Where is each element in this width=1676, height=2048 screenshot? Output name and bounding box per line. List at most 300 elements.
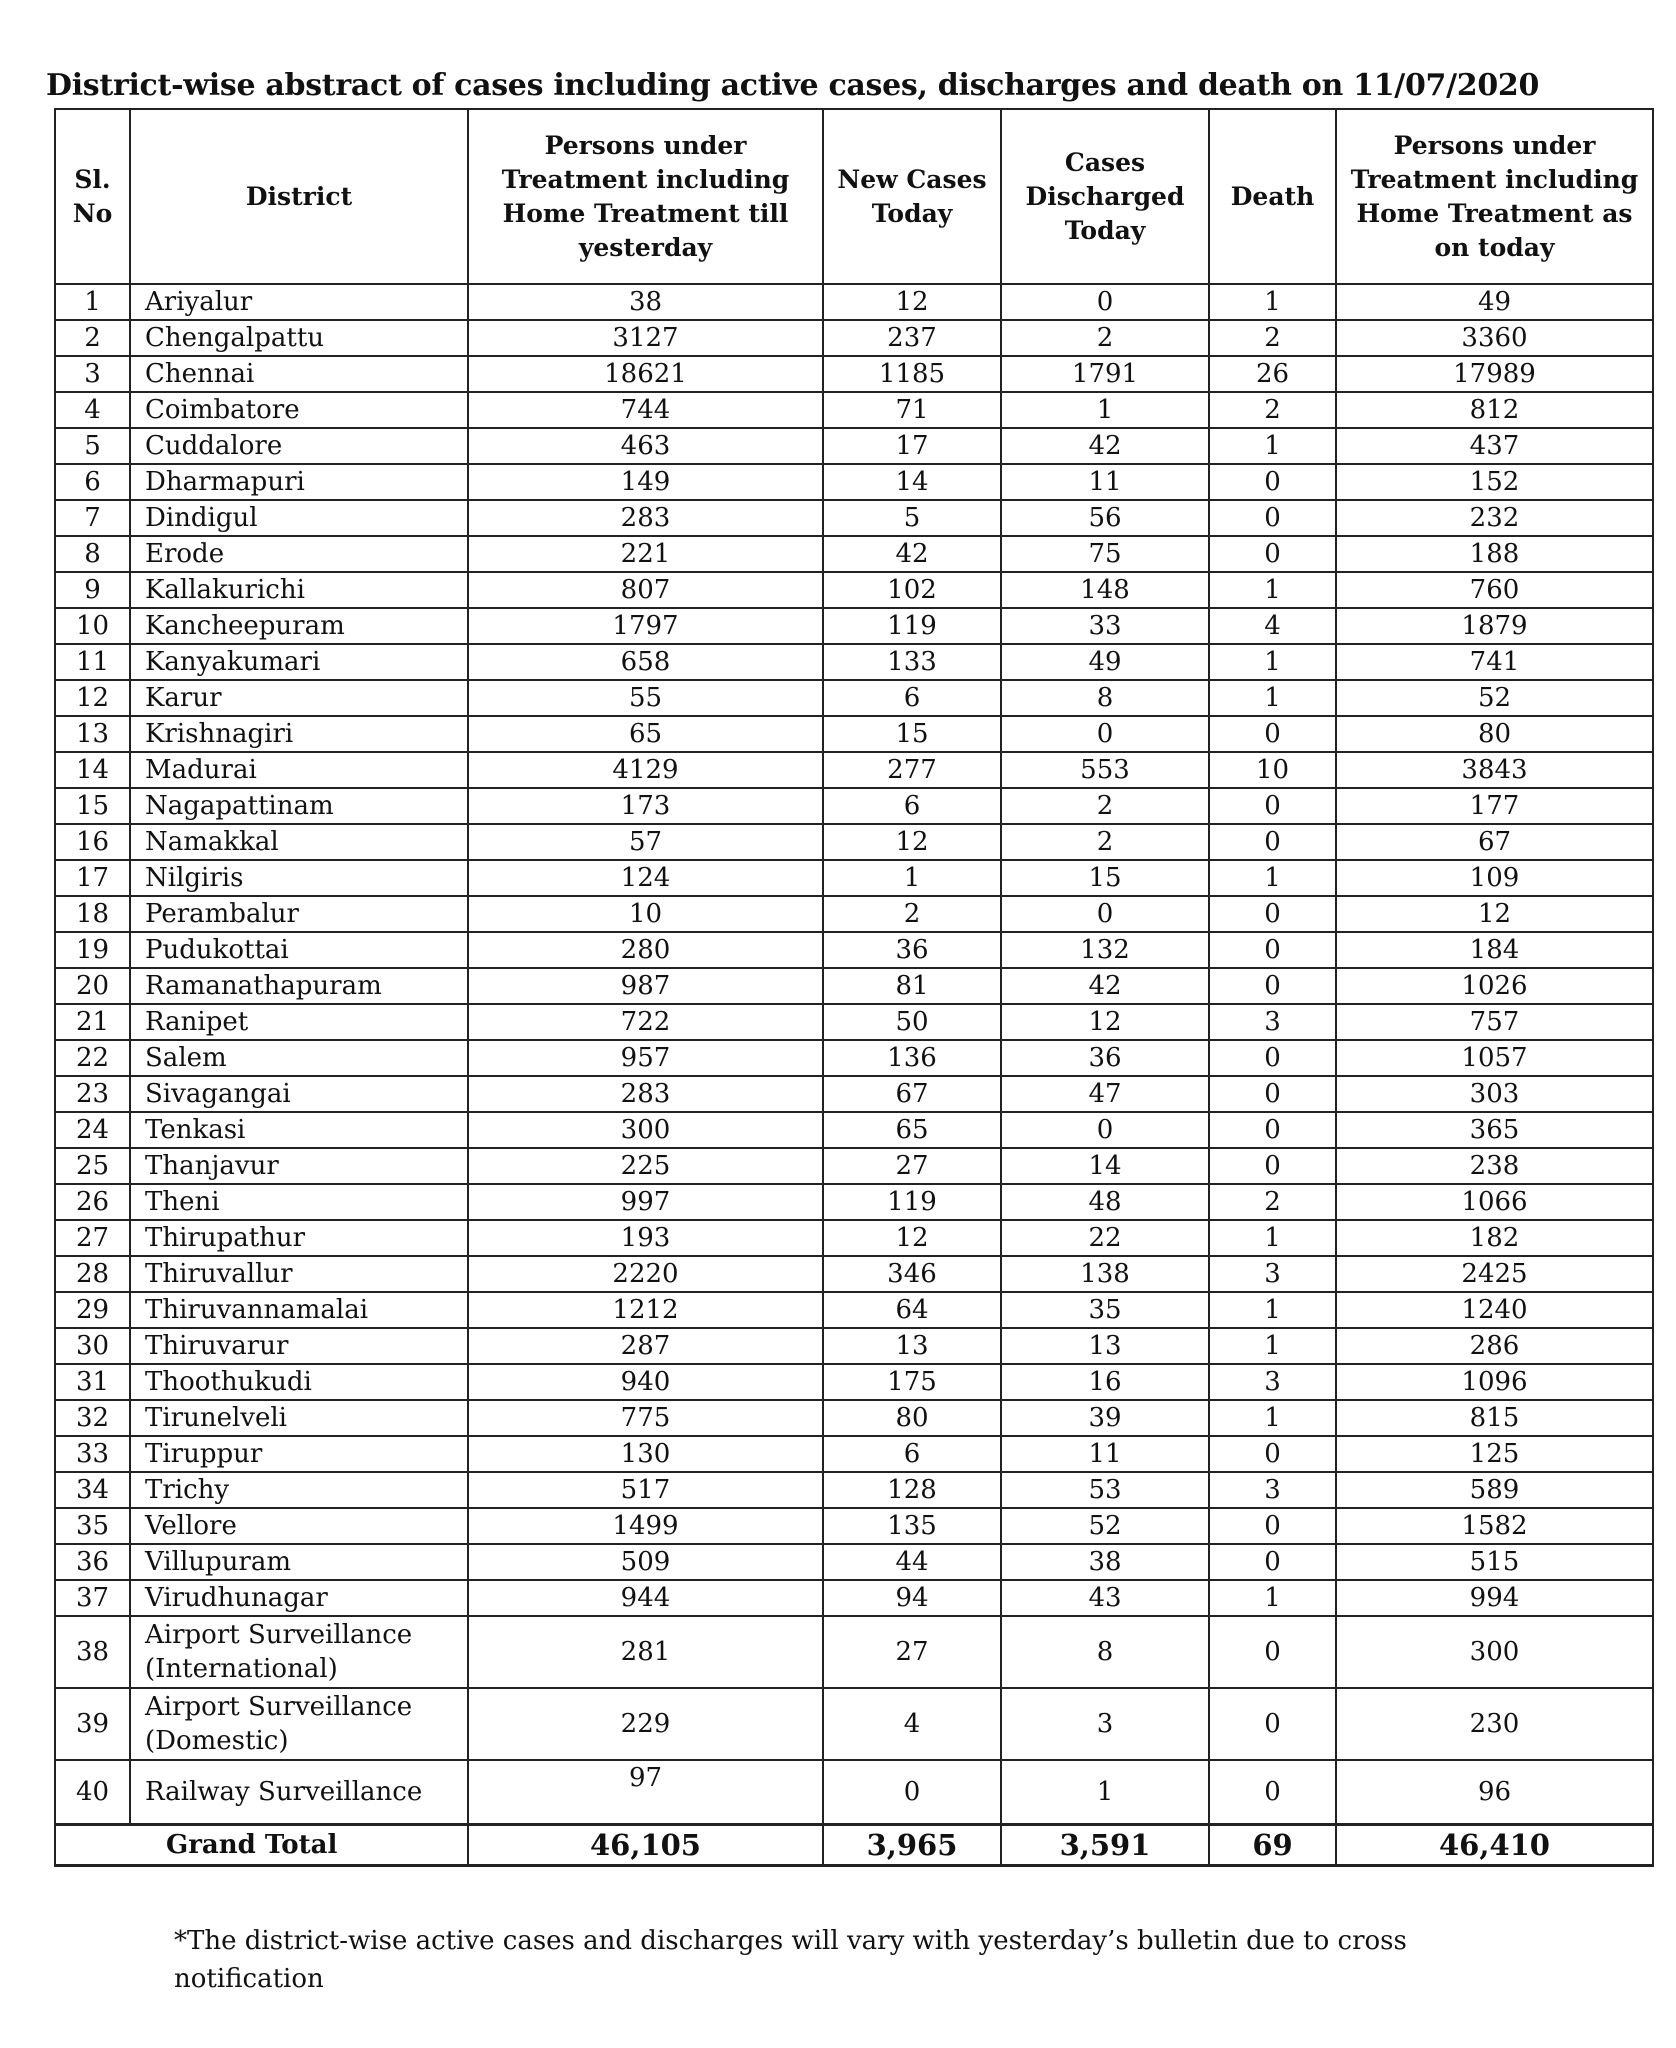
cell-discharged: 0 [1001, 284, 1209, 320]
table-row [55, 356, 1653, 392]
cell-discharged: 12 [1001, 1004, 1209, 1040]
cell-sl-no: 2 [55, 320, 130, 356]
cell-treatment-yesterday: 1212 [468, 1292, 823, 1328]
cell-death: 10 [1209, 752, 1336, 788]
table-row [55, 716, 1653, 752]
cell-death: 0 [1209, 500, 1336, 536]
cell-sl-no: 20 [55, 968, 130, 1004]
cell-new-cases: 2 [823, 896, 1001, 932]
cell-new-cases: 133 [823, 644, 1001, 680]
cell-treatment-yesterday: 987 [468, 968, 823, 1004]
cell-discharged: 1 [1001, 392, 1209, 428]
cell-treatment-today: 303 [1336, 1076, 1653, 1112]
cell-treatment-yesterday: 287 [468, 1328, 823, 1364]
cell-new-cases: 6 [823, 680, 1001, 716]
cell-district: Tirunelveli [130, 1400, 468, 1436]
cell-death: 4 [1209, 608, 1336, 644]
cell-death: 0 [1209, 824, 1336, 860]
cell-new-cases: 12 [823, 824, 1001, 860]
cell-discharged: 1791 [1001, 356, 1209, 392]
cell-sl-no: 11 [55, 644, 130, 680]
cell-new-cases: 5 [823, 500, 1001, 536]
table-row [55, 1148, 1653, 1184]
cell-death: 0 [1209, 1544, 1336, 1580]
cell-sl-no: 23 [55, 1076, 130, 1112]
cell-sl-no: 14 [55, 752, 130, 788]
cell-treatment-today: 812 [1336, 392, 1653, 428]
cell-treatment-today: 1057 [1336, 1040, 1653, 1076]
table-row [55, 1616, 1653, 1688]
cell-discharged: 16 [1001, 1364, 1209, 1400]
table-row [55, 1364, 1653, 1400]
cell-discharged: 33 [1001, 608, 1209, 644]
table-row [55, 1544, 1653, 1580]
cell-new-cases: 27 [823, 1616, 1001, 1688]
cell-treatment-today: 1240 [1336, 1292, 1653, 1328]
cell-discharged: 2 [1001, 788, 1209, 824]
cell-discharged: 8 [1001, 680, 1209, 716]
cell-death: 0 [1209, 932, 1336, 968]
table-row [55, 896, 1653, 932]
cell-district: Theni [130, 1184, 468, 1220]
table-row [55, 608, 1653, 644]
header-new-cases: New Cases Today [823, 109, 1001, 284]
cell-treatment-today: 184 [1336, 932, 1653, 968]
table-row [55, 1580, 1653, 1616]
cell-district: Erode [130, 536, 468, 572]
cell-district: Namakkal [130, 824, 468, 860]
cell-sl-no: 22 [55, 1040, 130, 1076]
table-row [55, 1400, 1653, 1436]
cell-discharged: 22 [1001, 1220, 1209, 1256]
table-row [55, 1688, 1653, 1760]
cell-discharged: 48 [1001, 1184, 1209, 1220]
cell-treatment-yesterday: 517 [468, 1472, 823, 1508]
cell-new-cases: 0 [823, 1760, 1001, 1825]
cell-new-cases: 13 [823, 1328, 1001, 1364]
header-row [55, 109, 1653, 284]
cell-new-cases: 67 [823, 1076, 1001, 1112]
cell-death: 2 [1209, 320, 1336, 356]
cell-death: 1 [1209, 428, 1336, 464]
cell-discharged: 42 [1001, 428, 1209, 464]
cell-district: Ranipet [130, 1004, 468, 1040]
table-row [55, 1292, 1653, 1328]
cell-district: Sivagangai [130, 1076, 468, 1112]
cell-treatment-today: 232 [1336, 500, 1653, 536]
cell-sl-no: 27 [55, 1220, 130, 1256]
cell-district: Chennai [130, 356, 468, 392]
cell-discharged: 132 [1001, 932, 1209, 968]
cell-treatment-yesterday: 65 [468, 716, 823, 752]
cell-treatment-yesterday: 807 [468, 572, 823, 608]
table-row [55, 1184, 1653, 1220]
cell-discharged: 36 [1001, 1040, 1209, 1076]
cell-new-cases: 12 [823, 1220, 1001, 1256]
cell-district: Tenkasi [130, 1112, 468, 1148]
cell-discharged: 38 [1001, 1544, 1209, 1580]
cell-district: Trichy [130, 1472, 468, 1508]
cell-treatment-yesterday: 3127 [468, 320, 823, 356]
cell-treatment-today: 815 [1336, 1400, 1653, 1436]
cell-death: 0 [1209, 1760, 1336, 1825]
table-row [55, 680, 1653, 716]
cell-treatment-yesterday: 509 [468, 1544, 823, 1580]
total-new-cases: 3,965 [823, 1825, 1001, 1866]
cell-new-cases: 4 [823, 1688, 1001, 1760]
table-row [55, 788, 1653, 824]
cell-new-cases: 15 [823, 716, 1001, 752]
cell-discharged: 138 [1001, 1256, 1209, 1292]
district-cases-table [54, 108, 1654, 1867]
table-row [55, 428, 1653, 464]
cell-new-cases: 119 [823, 1184, 1001, 1220]
cell-death: 1 [1209, 860, 1336, 896]
cell-new-cases: 94 [823, 1580, 1001, 1616]
cell-district: Thiruvannamalai [130, 1292, 468, 1328]
table-row [55, 1076, 1653, 1112]
cell-treatment-yesterday: 57 [468, 824, 823, 860]
cell-treatment-today: 515 [1336, 1544, 1653, 1580]
table-row [55, 320, 1653, 356]
cell-treatment-today: 365 [1336, 1112, 1653, 1148]
total-treatment-today: 46,410 [1336, 1825, 1653, 1866]
cell-death: 1 [1209, 572, 1336, 608]
page-title: District-wise abstract of cases including active cases, discharges and death on 11/07/2020 [46, 68, 1540, 103]
cell-sl-no: 3 [55, 356, 130, 392]
cell-sl-no: 40 [55, 1760, 130, 1825]
cell-new-cases: 65 [823, 1112, 1001, 1148]
cell-discharged: 75 [1001, 536, 1209, 572]
cell-district: Dindigul [130, 500, 468, 536]
table-row [55, 752, 1653, 788]
cell-sl-no: 30 [55, 1328, 130, 1364]
cell-death: 0 [1209, 1148, 1336, 1184]
cell-district: Cuddalore [130, 428, 468, 464]
cell-death: 0 [1209, 1112, 1336, 1148]
cell-treatment-today: 437 [1336, 428, 1653, 464]
cell-treatment-yesterday: 1797 [468, 608, 823, 644]
cell-treatment-yesterday: 997 [468, 1184, 823, 1220]
cell-district: Villupuram [130, 1544, 468, 1580]
cell-death: 0 [1209, 788, 1336, 824]
cell-treatment-yesterday: 173 [468, 788, 823, 824]
cell-new-cases: 36 [823, 932, 1001, 968]
cell-new-cases: 237 [823, 320, 1001, 356]
table-row [55, 1760, 1653, 1825]
cell-sl-no: 21 [55, 1004, 130, 1040]
cell-discharged: 2 [1001, 824, 1209, 860]
cell-discharged: 0 [1001, 1112, 1209, 1148]
cell-treatment-yesterday: 149 [468, 464, 823, 500]
cell-discharged: 2 [1001, 320, 1209, 356]
cell-sl-no: 28 [55, 1256, 130, 1292]
cell-district: Tiruppur [130, 1436, 468, 1472]
cell-treatment-today: 49 [1336, 284, 1653, 320]
cell-district: Kancheepuram [130, 608, 468, 644]
table-row [55, 1508, 1653, 1544]
table-row [55, 572, 1653, 608]
table-row [55, 464, 1653, 500]
cell-treatment-today: 96 [1336, 1760, 1653, 1825]
cell-treatment-yesterday: 283 [468, 1076, 823, 1112]
cell-new-cases: 6 [823, 788, 1001, 824]
table-row [55, 860, 1653, 896]
cell-death: 1 [1209, 1220, 1336, 1256]
cell-sl-no: 34 [55, 1472, 130, 1508]
cell-district: Airport Surveillance (Domestic) [130, 1688, 468, 1760]
cell-discharged: 47 [1001, 1076, 1209, 1112]
cell-sl-no: 32 [55, 1400, 130, 1436]
cell-new-cases: 136 [823, 1040, 1001, 1076]
table-row [55, 1220, 1653, 1256]
cell-treatment-yesterday: 97 [468, 1760, 823, 1825]
cell-treatment-today: 17989 [1336, 356, 1653, 392]
cell-new-cases: 119 [823, 608, 1001, 644]
cell-treatment-yesterday: 463 [468, 428, 823, 464]
table-row [55, 284, 1653, 320]
cell-district: Thirupathur [130, 1220, 468, 1256]
cell-district: Karur [130, 680, 468, 716]
cell-treatment-today: 1879 [1336, 608, 1653, 644]
cell-discharged: 553 [1001, 752, 1209, 788]
cell-death: 2 [1209, 392, 1336, 428]
cell-district: Thanjavur [130, 1148, 468, 1184]
cell-death: 0 [1209, 1040, 1336, 1076]
cell-new-cases: 346 [823, 1256, 1001, 1292]
cell-new-cases: 64 [823, 1292, 1001, 1328]
cell-discharged: 0 [1001, 716, 1209, 752]
cell-sl-no: 1 [55, 284, 130, 320]
cell-treatment-today: 1066 [1336, 1184, 1653, 1220]
cell-sl-no: 24 [55, 1112, 130, 1148]
cell-treatment-today: 67 [1336, 824, 1653, 860]
cell-sl-no: 19 [55, 932, 130, 968]
cell-treatment-yesterday: 283 [468, 500, 823, 536]
header-discharged: Cases Discharged Today [1001, 109, 1209, 284]
cell-new-cases: 71 [823, 392, 1001, 428]
cell-treatment-yesterday: 944 [468, 1580, 823, 1616]
table-row [55, 932, 1653, 968]
cell-treatment-yesterday: 221 [468, 536, 823, 572]
cell-discharged: 49 [1001, 644, 1209, 680]
cell-new-cases: 14 [823, 464, 1001, 500]
cell-discharged: 53 [1001, 1472, 1209, 1508]
cell-treatment-yesterday: 38 [468, 284, 823, 320]
cell-district: Krishnagiri [130, 716, 468, 752]
cell-new-cases: 135 [823, 1508, 1001, 1544]
header-sl-no: Sl. No [55, 109, 130, 284]
cell-treatment-yesterday: 225 [468, 1148, 823, 1184]
cell-treatment-yesterday: 957 [468, 1040, 823, 1076]
cell-sl-no: 37 [55, 1580, 130, 1616]
cell-treatment-yesterday: 18621 [468, 356, 823, 392]
cell-new-cases: 50 [823, 1004, 1001, 1040]
cell-sl-no: 8 [55, 536, 130, 572]
cell-sl-no: 39 [55, 1688, 130, 1760]
header-treatment-today: Persons under Treatment including Home Treatment as on today [1336, 109, 1653, 284]
cell-discharged: 148 [1001, 572, 1209, 608]
cell-new-cases: 12 [823, 284, 1001, 320]
cell-treatment-today: 1026 [1336, 968, 1653, 1004]
cell-district: Perambalur [130, 896, 468, 932]
cell-discharged: 14 [1001, 1148, 1209, 1184]
cell-discharged: 52 [1001, 1508, 1209, 1544]
header-district: District [130, 109, 468, 284]
cell-new-cases: 17 [823, 428, 1001, 464]
cell-treatment-today: 80 [1336, 716, 1653, 752]
cell-discharged: 15 [1001, 860, 1209, 896]
cell-sl-no: 9 [55, 572, 130, 608]
cell-treatment-yesterday: 193 [468, 1220, 823, 1256]
cell-treatment-yesterday: 775 [468, 1400, 823, 1436]
cell-discharged: 56 [1001, 500, 1209, 536]
cell-district: Virudhunagar [130, 1580, 468, 1616]
table-row [55, 1004, 1653, 1040]
cell-treatment-yesterday: 940 [468, 1364, 823, 1400]
cell-district: Railway Surveillance [130, 1760, 468, 1825]
cell-treatment-yesterday: 10 [468, 896, 823, 932]
cell-district: Ariyalur [130, 284, 468, 320]
cell-death: 1 [1209, 1328, 1336, 1364]
cell-death: 1 [1209, 644, 1336, 680]
cell-death: 1 [1209, 680, 1336, 716]
table-row [55, 500, 1653, 536]
table-row [55, 1256, 1653, 1292]
cell-sl-no: 18 [55, 896, 130, 932]
table-row [55, 1472, 1653, 1508]
cell-sl-no: 33 [55, 1436, 130, 1472]
cell-death: 1 [1209, 1580, 1336, 1616]
cell-treatment-today: 188 [1336, 536, 1653, 572]
cell-death: 3 [1209, 1256, 1336, 1292]
cell-death: 1 [1209, 284, 1336, 320]
cell-treatment-today: 1582 [1336, 1508, 1653, 1544]
cell-treatment-today: 2425 [1336, 1256, 1653, 1292]
cell-treatment-yesterday: 2220 [468, 1256, 823, 1292]
cell-sl-no: 29 [55, 1292, 130, 1328]
cell-treatment-yesterday: 229 [468, 1688, 823, 1760]
cell-treatment-today: 3843 [1336, 752, 1653, 788]
grand-total-row [55, 1825, 1653, 1866]
cell-discharged: 43 [1001, 1580, 1209, 1616]
cell-sl-no: 7 [55, 500, 130, 536]
cell-death: 3 [1209, 1004, 1336, 1040]
cell-death: 0 [1209, 1688, 1336, 1760]
cell-treatment-yesterday: 300 [468, 1112, 823, 1148]
cell-district: Thiruvallur [130, 1256, 468, 1292]
cell-sl-no: 10 [55, 608, 130, 644]
cell-death: 2 [1209, 1184, 1336, 1220]
cell-sl-no: 38 [55, 1616, 130, 1688]
cell-new-cases: 44 [823, 1544, 1001, 1580]
cell-treatment-today: 3360 [1336, 320, 1653, 356]
cell-death: 0 [1209, 716, 1336, 752]
table-row [55, 824, 1653, 860]
cell-district: Kanyakumari [130, 644, 468, 680]
cell-treatment-yesterday: 722 [468, 1004, 823, 1040]
cell-district: Nilgiris [130, 860, 468, 896]
cell-death: 1 [1209, 1400, 1336, 1436]
cell-treatment-today: 994 [1336, 1580, 1653, 1616]
cell-district: Salem [130, 1040, 468, 1076]
cell-treatment-today: 1096 [1336, 1364, 1653, 1400]
cell-district: Dharmapuri [130, 464, 468, 500]
cell-sl-no: 31 [55, 1364, 130, 1400]
cell-death: 0 [1209, 1616, 1336, 1688]
cell-treatment-today: 300 [1336, 1616, 1653, 1688]
cell-district: Vellore [130, 1508, 468, 1544]
cell-treatment-today: 109 [1336, 860, 1653, 896]
cell-new-cases: 6 [823, 1436, 1001, 1472]
cell-sl-no: 17 [55, 860, 130, 896]
cell-treatment-yesterday: 4129 [468, 752, 823, 788]
cell-sl-no: 4 [55, 392, 130, 428]
cell-discharged: 3 [1001, 1688, 1209, 1760]
cell-new-cases: 175 [823, 1364, 1001, 1400]
cell-treatment-yesterday: 280 [468, 932, 823, 968]
cell-sl-no: 12 [55, 680, 130, 716]
cell-sl-no: 25 [55, 1148, 130, 1184]
cell-discharged: 35 [1001, 1292, 1209, 1328]
cell-new-cases: 277 [823, 752, 1001, 788]
cell-district: Thoothukudi [130, 1364, 468, 1400]
cell-new-cases: 102 [823, 572, 1001, 608]
cell-treatment-today: 52 [1336, 680, 1653, 716]
cell-discharged: 1 [1001, 1760, 1209, 1825]
cell-treatment-yesterday: 281 [468, 1616, 823, 1688]
cell-discharged: 39 [1001, 1400, 1209, 1436]
cell-death: 0 [1209, 1436, 1336, 1472]
cell-treatment-today: 741 [1336, 644, 1653, 680]
cell-death: 1 [1209, 1292, 1336, 1328]
cell-death: 0 [1209, 536, 1336, 572]
cell-new-cases: 1 [823, 860, 1001, 896]
cell-district: Nagapattinam [130, 788, 468, 824]
cell-sl-no: 16 [55, 824, 130, 860]
cell-new-cases: 1185 [823, 356, 1001, 392]
cell-sl-no: 15 [55, 788, 130, 824]
cell-new-cases: 42 [823, 536, 1001, 572]
cell-treatment-today: 125 [1336, 1436, 1653, 1472]
cell-discharged: 13 [1001, 1328, 1209, 1364]
header-treatment-yesterday: Persons under Treatment including Home Treatment till yesterday [468, 109, 823, 284]
cell-sl-no: 5 [55, 428, 130, 464]
cell-treatment-yesterday: 124 [468, 860, 823, 896]
cell-new-cases: 80 [823, 1400, 1001, 1436]
cell-treatment-today: 230 [1336, 1688, 1653, 1760]
cell-treatment-today: 152 [1336, 464, 1653, 500]
cell-discharged: 11 [1001, 464, 1209, 500]
cell-district: Thiruvarur [130, 1328, 468, 1364]
cell-district: Airport Surveillance (International) [130, 1616, 468, 1688]
total-death: 69 [1209, 1825, 1336, 1866]
cell-treatment-today: 589 [1336, 1472, 1653, 1508]
total-treatment-yesterday: 46,105 [468, 1825, 823, 1866]
cell-death: 0 [1209, 1508, 1336, 1544]
total-discharged: 3,591 [1001, 1825, 1209, 1866]
cell-sl-no: 35 [55, 1508, 130, 1544]
grand-total-label: Grand Total [55, 1825, 468, 1866]
table-row [55, 1328, 1653, 1364]
cell-treatment-today: 238 [1336, 1148, 1653, 1184]
cell-discharged: 11 [1001, 1436, 1209, 1472]
cell-district: Coimbatore [130, 392, 468, 428]
cell-sl-no: 13 [55, 716, 130, 752]
table-row [55, 536, 1653, 572]
cell-new-cases: 27 [823, 1148, 1001, 1184]
cell-discharged: 8 [1001, 1616, 1209, 1688]
